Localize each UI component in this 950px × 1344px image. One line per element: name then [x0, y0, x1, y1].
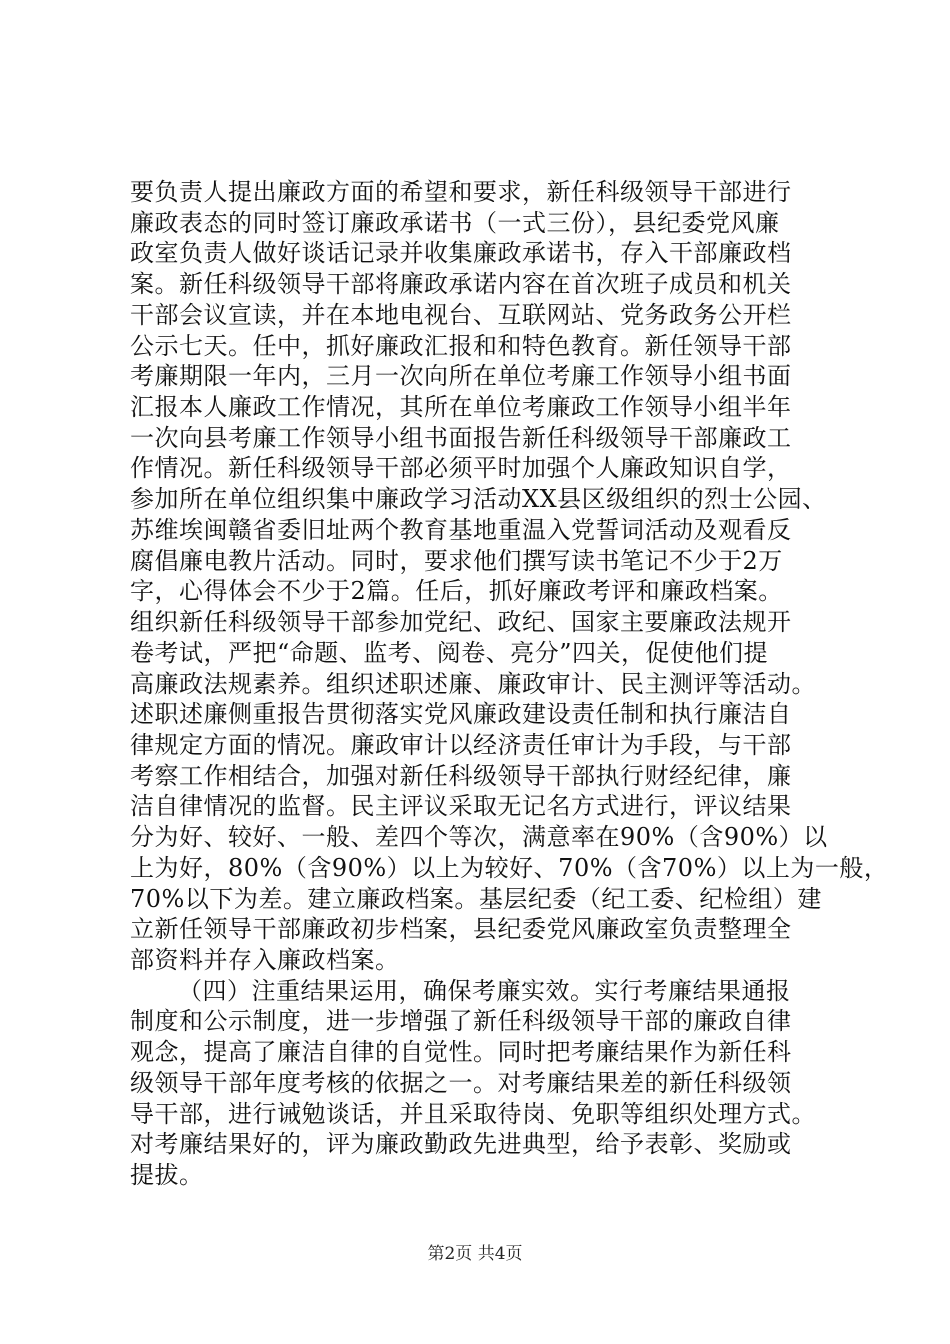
text-line: 洁自律情况的监督。民主评议采取无记名方式进行，评议结果: [130, 792, 792, 820]
text-line: 腐倡廉电教片活动。同时，要求他们撰写读书笔记不少于2万: [130, 547, 783, 575]
text-line: 对考廉结果好的，评为廉政勤政先进典型，给予表彰、奖励或: [130, 1130, 792, 1158]
text-line: 案。新任科级领导干部将廉政承诺内容在首次班子成员和机关: [130, 270, 792, 298]
text-line: 上为好，80%（含90%）以上为较好、70%（含70%）以上为一般，: [130, 854, 889, 882]
text-line: 干部会议宣读，并在本地电视台、互联网站、党务政务公开栏: [130, 301, 792, 329]
text-line: 述职述廉侧重报告贯彻落实党风廉政建设责任制和执行廉洁自: [130, 700, 792, 728]
text-line-indented: （四）注重结果运用，确保考廉实效。实行考廉结果通报: [178, 977, 791, 1005]
text-line: 70%以下为差。建立廉政档案。基层纪委（纪工委、纪检组）建: [130, 885, 822, 913]
text-line: 字，心得体会不少于2篇。任后，抓好廉政考评和廉政档案。: [130, 577, 783, 605]
text-line: 苏维埃闽赣省委旧址两个教育基地重温入党誓词活动及观看反: [130, 516, 792, 544]
text-line: 公示七天。任中，抓好廉政汇报和和特色教育。新任领导干部: [130, 332, 792, 360]
text-line: 考廉期限一年内，三月一次向所在单位考廉工作领导小组书面: [130, 362, 792, 390]
page-number-footer: 第2页 共4页: [427, 1244, 523, 1264]
text-line: 一次向县考廉工作领导小组书面报告新任科级领导干部廉政工: [130, 424, 792, 452]
text-line: 作情况。新任科级领导干部必须平时加强个人廉政知识自学，: [130, 454, 792, 482]
text-line: 廉政表态的同时签订廉政承诺书（一式三份），县纪委党风廉: [130, 209, 780, 237]
text-line: 分为好、较好、一般、差四个等次，满意率在90%（含90%）以: [130, 823, 828, 851]
text-line: 导干部，进行诫勉谈话，并且采取待岗、免职等组织处理方式。: [130, 1100, 816, 1128]
text-line: 要负责人提出廉政方面的希望和要求，新任科级领导干部进行: [130, 178, 792, 206]
text-line: 提拔。: [130, 1161, 204, 1189]
text-line: 级领导干部年度考核的依据之一。对考廉结果差的新任科级领: [130, 1069, 792, 1097]
text-line: 律规定方面的情况。廉政审计以经济责任审计为手段，与干部: [130, 731, 792, 759]
text-line: 卷考试，严把“命题、监考、阅卷、亮分”四关，促使他们提: [130, 639, 769, 667]
text-line: 立新任领导干部廉政初步档案，县纪委党风廉政室负责整理全: [130, 915, 792, 943]
text-line: 组织新任科级领导干部参加党纪、政纪、国家主要廉政法规开: [130, 608, 792, 636]
text-line: 制度和公示制度，进一步增强了新任科级领导干部的廉政自律: [130, 1007, 792, 1035]
text-line: 参加所在单位组织集中廉政学习活动XX县区级组织的烈士公园、: [130, 485, 827, 513]
text-line: 高廉政法规素养。组织述职述廉、廉政审计、民主测评等活动。: [130, 670, 816, 698]
text-line: 政室负责人做好谈话记录并收集廉政承诺书，存入干部廉政档: [130, 239, 792, 267]
text-line: 汇报本人廉政工作情况，其所在单位考廉政工作领导小组半年: [130, 393, 792, 421]
text-line: 考察工作相结合，加强对新任科级领导干部执行财经纪律，廉: [130, 762, 792, 790]
text-line: 部资料并存入廉政档案。: [130, 946, 400, 974]
text-line: 观念，提高了廉洁自律的自觉性。同时把考廉结果作为新任科: [130, 1038, 792, 1066]
